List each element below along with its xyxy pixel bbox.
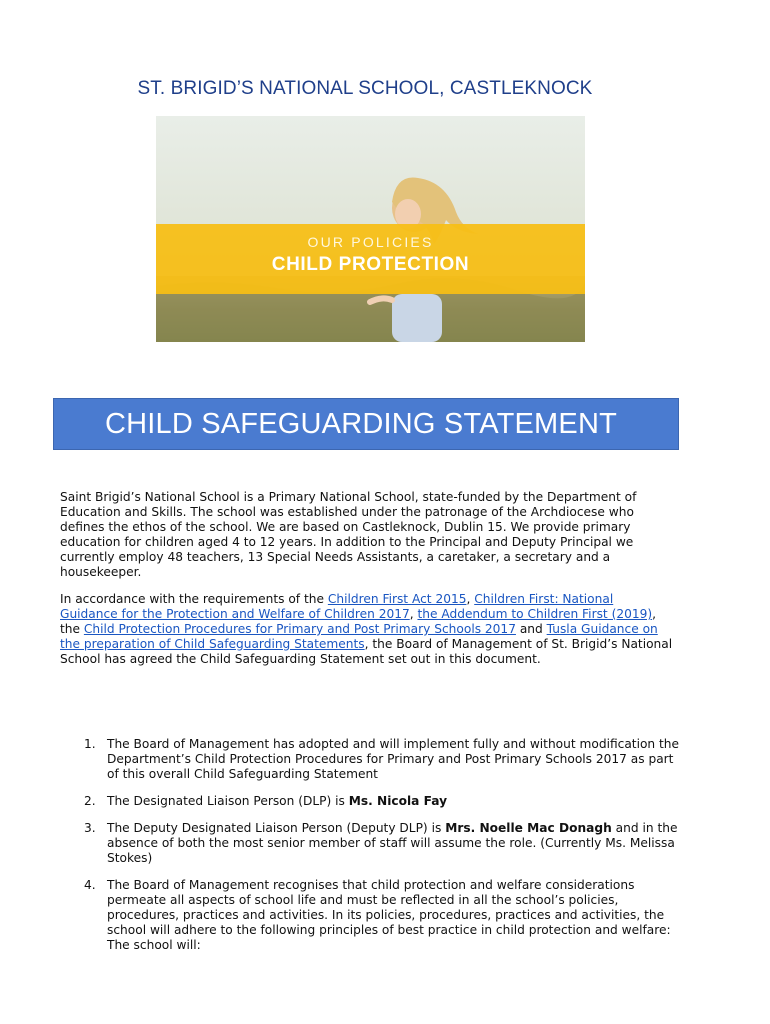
list-item <box>60 737 680 782</box>
accordance-text-6: , the Board of Management of St. Brigid’s National School has agreed the Child Safeguarding Statement set out in this document. <box>60 637 673 666</box>
accordance-text-5: and <box>515 622 547 636</box>
banner-headline-text: CHILD PROTECTION <box>271 254 470 275</box>
addendum-link[interactable]: the Addendum to Children First (2019) <box>417 607 653 621</box>
deputy-dlp-name: Mrs. Noelle Mac Donagh <box>445 821 612 835</box>
list-item <box>60 794 680 809</box>
accordance-text-2: , <box>466 592 475 606</box>
accordance-text-4: , the <box>60 607 656 636</box>
list-item-text-after: and in the absence of both the most senior member of staff will assume the role. (Currently Ms. Melissa Stokes) <box>107 821 678 865</box>
list-item-number: 1. <box>84 737 96 751</box>
list-item-text: The Board of Management has adopted and will implement fully and without modification the Department’s Child Protection Procedures for Primary and Post Primary Schools 2017 as part of this overall Child Safeguarding Statement <box>107 737 680 781</box>
accordance-text-1: In accordance with the requirements of the <box>60 592 328 606</box>
list-item-text: The Deputy Designated Liaison Person (Deputy DLP) is <box>107 821 446 835</box>
dlp-name: Ms. Nicola Fay <box>348 794 448 808</box>
list-item <box>60 878 680 953</box>
list-item-number: 3. <box>84 821 96 835</box>
list-item-text: The Board of Management recognises that child protection and welfare considerations permeate all aspects of school life and must be reflected in all the school’s policies, procedures, practices and activities. In its policies, procedures, practices and activities, the school will adhere to the following principles of best practice in child protection and welfare: The school will: <box>107 878 671 952</box>
accordance-paragraph <box>60 592 674 667</box>
children-first-act-link[interactable]: Children First Act 2015 <box>327 592 467 606</box>
school-name-heading: ST. BRIGID’S NATIONAL SCHOOL, CASTLEKNOCK <box>137 78 593 99</box>
statement-title: CHILD SAFEGUARDING STATEMENT <box>104 407 618 440</box>
national-guidance-link[interactable]: Children First: National Guidance for the Protection and Welfare of Children 2017 <box>60 592 614 621</box>
list-item <box>60 821 680 866</box>
child-protection-procedures-link[interactable]: Child Protection Procedures for Primary and Post Primary Schools 2017 <box>83 622 516 636</box>
list-item-text: The Designated Liaison Person (DLP) is <box>107 794 349 808</box>
intro-paragraph: Saint Brigid’s National School is a Primary National School, state-funded by the Department of Education and Skills. The school was established under the patronage of the Archdiocese who defines the ethos of the school. We are based on Castleknock, Dublin 15. We provide primary education for children aged 4 to 12 years. In addition to the Principal and Deputy Principal we currently employ 48 teachers, 13 Special Needs Assistants, a caretaker, a secretary and a housekeeper. <box>60 490 637 579</box>
statement-title-box <box>53 398 679 450</box>
list-item-number: 2. <box>84 794 96 808</box>
tusla-guidance-link[interactable]: Tusla Guidance on the preparation of Child Safeguarding Statements <box>60 622 658 651</box>
banner-kicker-text: OUR POLICIES <box>307 234 434 250</box>
banner-yellow-band <box>156 224 585 294</box>
safeguarding-list <box>60 737 680 965</box>
list-item-number: 4. <box>84 878 96 892</box>
accordance-text-3: , <box>409 607 418 621</box>
child-protection-banner-image <box>156 116 585 342</box>
